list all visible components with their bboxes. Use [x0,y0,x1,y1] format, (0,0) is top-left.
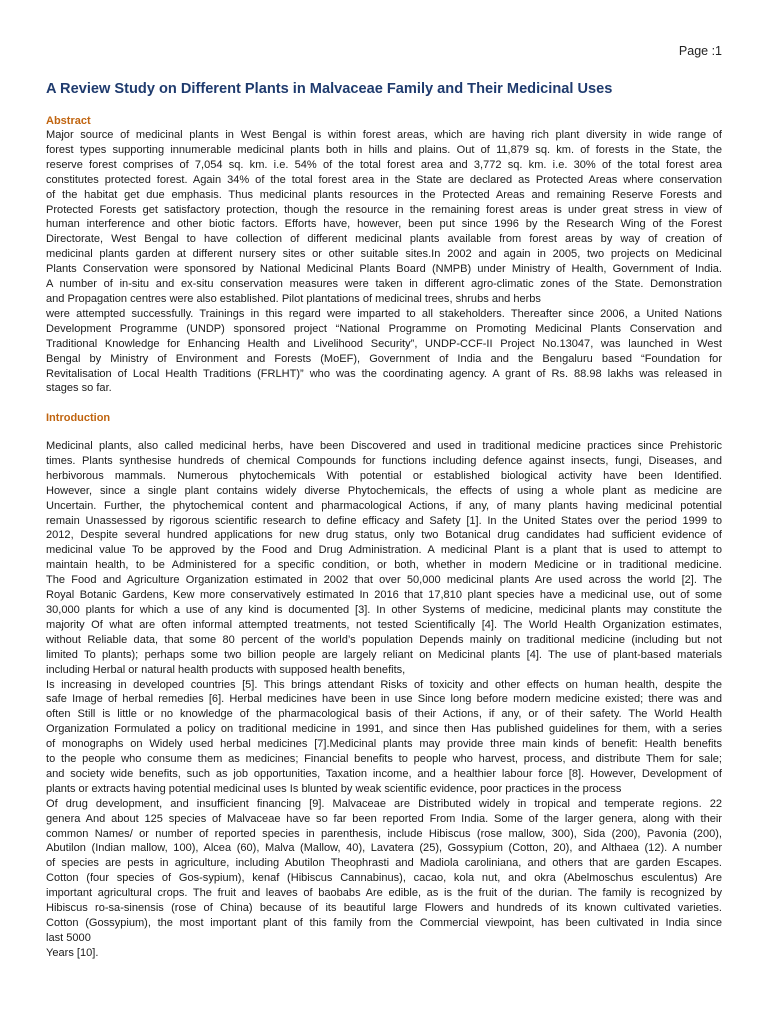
abstract-line: Directorate, West Bengal to have collection of different medicinal plants available from forest areas by way of creation of [46,233,722,246]
abstract-line: of the habitat get due emphasis. Thus medicinal plants resources in the Protected Areas and remaining Reserve Forests and [46,188,722,201]
introduction-line: 30,000 plants for which a use of any kind is documented [3]. In other Systems of medicine, medicinal plants may constitute the [46,603,722,616]
introduction-line: of species are pests in agriculture, including Abutilon Theophrasti and Madiola caroliniana, and others that are garden Escapes. [46,857,722,870]
abstract-heading: Abstract [46,115,91,127]
introduction-line: often Still is little or no knowledge of the pharmacological basis of their Actions, if any, or of their safety. The World Health [46,708,722,721]
abstract-line: Major source of medicinal plants in West Bengal is within forest areas, which are having rich plant diversity in wide range of [46,129,722,141]
introduction-line: The Food and Agriculture Organization estimated in 2002 that over 50,000 medicinal plants Are used across the world [2]. The [46,574,722,587]
abstract-line: stages so far. [46,382,112,395]
abstract-line: Traditional Knowledge for Enhancing Health and Livelihood Security”, UNDP-CCF-II Project No.13047, was launched in West [46,337,722,350]
introduction-line: Abutilon (Indian mallow, 100), Alcea (60), Malva (Mallow, 40), Lavatera (25), Gossypium (Cotton, 20), and Althaea (12). A number [46,842,722,855]
introduction-line: Royal Botanic Gardens, Kew more conservatively estimated In 2016 that 17,810 plant species have a medicinal use, out of some [46,589,722,602]
page-number: Page :1 [678,44,722,58]
introduction-line: times. Plants synthesise hundreds of chemical Compounds for functions including defence against insects, fungi, Diseases, and [46,454,722,467]
introduction-line: plants or extracts having potential medicinal uses Is blunted by weak scientific evidence, poor practices in the process [46,782,622,795]
introduction-line: medicinal value To be approved by the Food and Drug Administration. A medicinal Plant is a plant that is used to attempt to [46,544,722,557]
introduction-line: Of drug development, and insufficient financing [9]. Malvaceae are Distributed widely in tropical and temperate regions. 22 [46,797,722,810]
paper-title: A Review Study on Different Plants in Malvaceae Family and Their Medicinal Uses [46,81,613,97]
abstract-line: Development Programme (UNDP) sponsored project “National Programme on Promoting Medicinal Plants Conservation and [46,322,722,335]
introduction-line: common Names/ or number of reported species in parenthesis, include Hibiscus (rose mallow, 300), Sida (200), Pavonia (200), [46,827,722,840]
introduction-line: However, since a single plant contains widely diverse Phytochemicals, the effects of using a whole plant as medicine are [46,484,722,497]
abstract-line: Bengal by Ministry of Environment and Forests (MoEF), Government of India and the Bengaluru based “Foundation for [46,352,722,365]
introduction-line: safe Image of herbal remedies [6]. Herbal medicines have been in use Since long before modern medicine existed; there was and [46,693,722,706]
introduction-line: Cotton (Gossypium), the most important plant of this family from the Commercial viewpoint, has been cultivated in India since [46,917,722,929]
abstract-line: constitutes protected forest. Again 34% of the total forest area in the State are declared as Protected Areas where conservation [46,173,722,186]
abstract-line: Protected Forests get satisfactory protection, though the resource in the remaining forest areas is under great stress in view of [46,203,722,216]
introduction-line: important agricultural crops. The fruit and leaves of baobabs Are edible, as is the fruit of the durian. The family is recognized by [46,887,722,900]
introduction-line: remain Unassessed by rigorous scientific research to define efficacy and Safety [1]. In the United States over the period 1999 to [46,514,722,527]
introduction-line: including Herbal or natural health products with supposed health benefits, [46,663,406,676]
abstract-line: Plants Conservation were sponsored by National Medicinal Plants Board (NMPB) under Ministry of Health, Government of India. [46,263,722,276]
introduction-heading: Introduction [46,412,111,424]
introduction-line: majority Of what are often informal attempted treatments, not tested Scientifically [4]. The World Health Organization estimates, [46,618,722,631]
introduction-line: limited To plants); perhaps some two billion people are largely reliant on Medicinal plants [4]. The use of plant-based materials [46,648,722,661]
abstract-line: were attempted successfully. Trainings in this regard were imparted to all stakeholders. Thereafter since 2006, a United Nations [46,307,722,320]
introduction-line: Cotton (four species of Gos-sypium), kenaf (Hibiscus Cannabinus), cacao, kola nut, and okra (Abelmoschus esculentus) Are [46,872,722,885]
introduction-line: herbivorous mammals. Numerous phytochemicals With potential or established biological activity have been Identified. [46,469,722,482]
introduction-line: last 5000 [46,931,91,944]
abstract-line: medicinal plants garden at different nursery sites or other suitable sites.In 2002 and again in 2005, two projects on Medicinal [46,248,722,261]
introduction-line: of monographs on Widely used herbal medicines [7].Medicinal plants may provide three main kinds of benefit: Health benefits [46,738,722,751]
abstract-line: human interference and other biotic factors. Efforts have, however, been put since 1996 by the Research Wing of the Forest [46,218,722,231]
abstract-line: Revitalisation of Local Health Traditions (FRLHT)” who was the coordinating agency. A grant of Rs. 88.98 lakhs was released in [46,367,722,380]
introduction-line: Hibiscus ro-sa-sinensis (rose of China) because of its beautiful large Flowers and hundreds of its known cultivated varieties. [46,902,722,915]
introduction-line: Uncertain. Further, the phytochemical content and pharmacological Actions, if any, of many plants having medicinal potential [46,499,722,512]
abstract-line: forest types supporting innumerable medicinal plants both in hills and plains. Out of 11,879 sq. km. of forests in the State, the [46,143,722,156]
introduction-line: Medicinal plants, also called medicinal herbs, have been Discovered and used in traditional medicine practices since Prehistoric [46,440,722,452]
introduction-body [46,439,722,961]
abstract-body [46,128,722,396]
introduction-line: genera And about 125 species of Malvaceae have so far been reported From India. Some of the larger genera, along with their [46,812,722,825]
abstract-line: A number of in-situ and ex-situ conservation measures were taken in different agro-climatic zones of the State. Demonstration [46,278,722,291]
introduction-line: 2012, Despite several hundred applications for new drug status, only two Botanical drug candidates had sufficient evidence of [46,529,722,542]
abstract-line: and Propagation centres were also established. Pilot plantations of medicinal trees, shrubs and herbs [46,292,541,305]
introduction-line: Organization Formulated a policy on traditional medicine in 1991, and since then Has published guidelines for them, with a series [46,723,722,736]
abstract-line: reserve forest comprises of 7,054 sq. km. i.e. 54% of the total forest area and 3,772 sq. km. i.e. 30% of the total forest area [46,158,722,171]
introduction-line: maintain health, to be Administered for a specific condition, or both, whether in modern Medicine or in traditional medicine. [46,559,722,572]
introduction-line: to the people who consume them as medicines; Financial benefits to people who harvest, process, and distribute Them for sale; [46,753,722,766]
introduction-line: without Reliable data, that some 80 percent of the world’s population Depends mainly on traditional medicine (including but not [46,633,722,646]
introduction-line: and society wide benefits, such as job opportunities, Taxation income, and a healthier labour force [8]. However, Development of [46,767,722,780]
introduction-line: Years [10]. [46,946,99,959]
introduction-line: Is increasing in developed countries [5]. This brings attendant Risks of toxicity and other effects on human health, despite the [46,678,722,691]
